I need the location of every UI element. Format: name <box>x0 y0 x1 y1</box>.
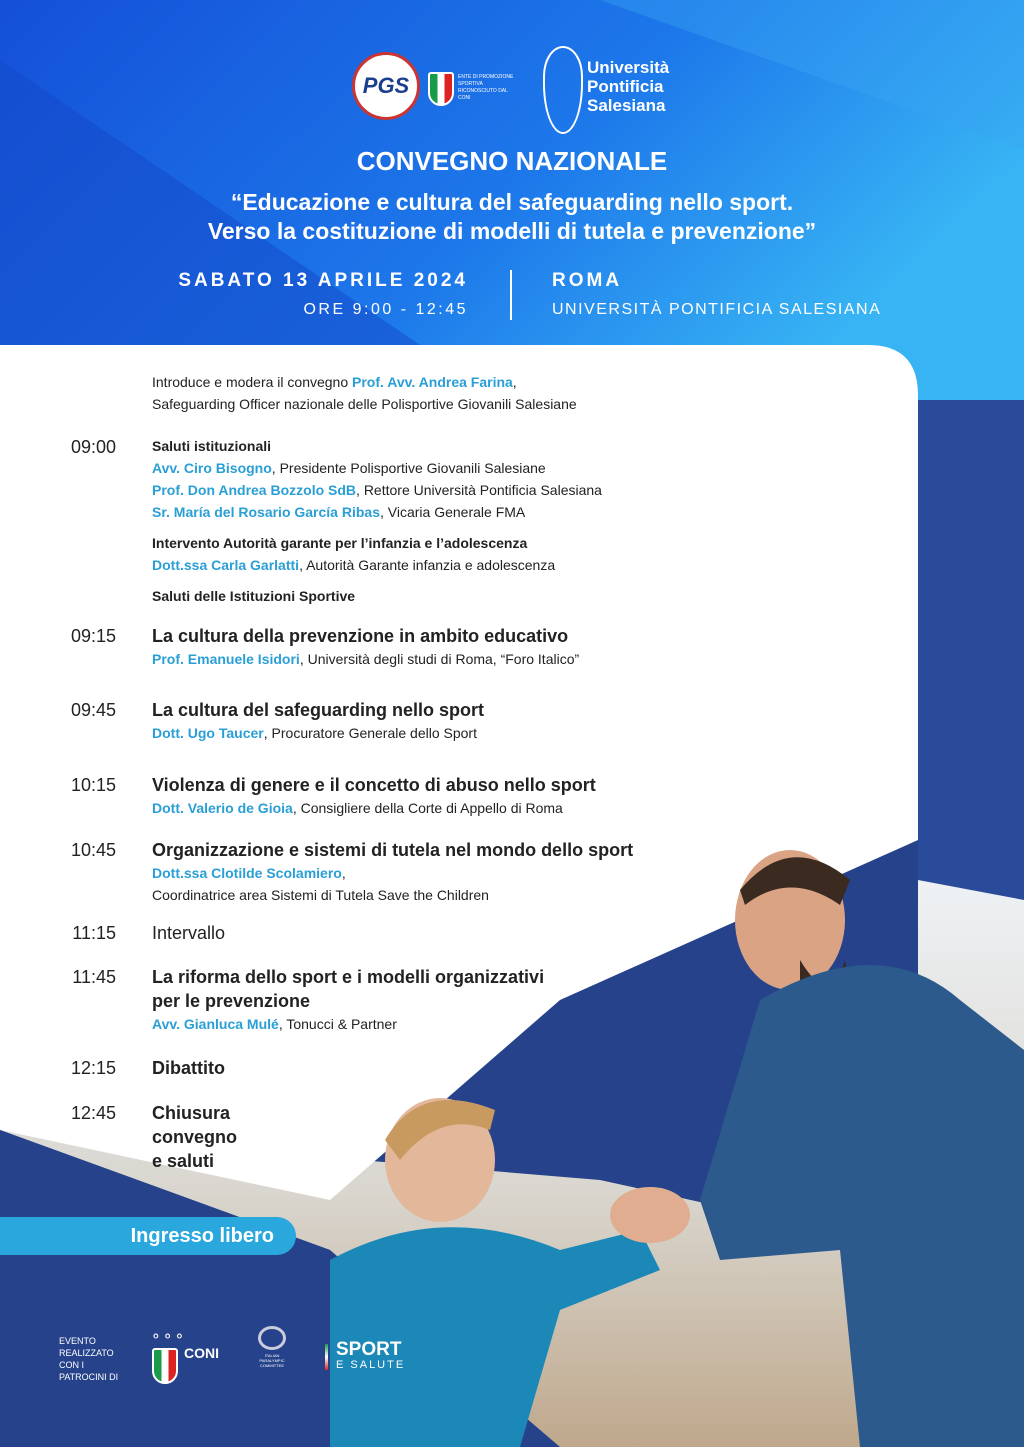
university-logo-text <box>587 58 669 115</box>
event-hours: ORE 9:00 - 12:45 <box>303 301 468 318</box>
italia-shield-icon <box>428 72 454 106</box>
speaker-role: , Vicaria Generale FMA <box>380 504 526 520</box>
agenda-title: La riforma dello sport e i modelli organizzativi <box>152 967 545 987</box>
speaker-name: Avv. Gianluca Mulé <box>152 1016 279 1032</box>
agenda-title: La cultura della prevenzione in ambito educativo <box>152 626 569 646</box>
tricolor-bar <box>325 1344 328 1370</box>
speaker-name: Dott.ssa Carla Garlatti <box>152 557 300 573</box>
coni-logo: CONI <box>184 1345 219 1361</box>
agenda-item <box>152 1101 237 1173</box>
sponsor-label-line: PATROCINI DI <box>59 1372 119 1382</box>
agenda-time: 10:45 <box>70 840 116 860</box>
agenda-time: 11:15 <box>72 923 116 943</box>
agenda-title: per le prevenzione <box>152 991 311 1011</box>
agenda-title: e saluti <box>152 1151 215 1171</box>
agenda-time: 10:15 <box>70 775 116 795</box>
agenda-item <box>152 435 602 607</box>
event-title: CONVEGNO NAZIONALE <box>356 146 668 176</box>
moderator-role: Safeguarding Officer nazionale delle Polisportive Giovanili Salesiane <box>152 396 577 412</box>
agenda-title: Intervento Autorità garante per l’infanzia e l’adolescenza <box>152 535 528 551</box>
agenda-time: 11:45 <box>72 967 116 987</box>
sport-salute-logo <box>336 1341 405 1371</box>
speaker-role: , Tonucci & Partner <box>278 1016 397 1032</box>
university-line: Salesiana <box>587 96 666 115</box>
agenda-title: Saluti delle Istituzioni Sportive <box>152 588 356 604</box>
agenda-item <box>152 965 544 1035</box>
speaker-name: Dott. Valerio de Gioia <box>152 800 293 816</box>
agenda-title: Chiusura <box>152 1103 231 1123</box>
agenda-time: 09:15 <box>70 626 116 646</box>
pgs-logo: PGS <box>352 52 420 120</box>
sponsor-label-line: EVENTO <box>59 1336 96 1346</box>
agenda-time: 09:00 <box>70 437 116 457</box>
university-line: Università <box>587 58 670 77</box>
agenda-time: 12:15 <box>70 1058 116 1078</box>
speaker-role: , Rettore Università Pontificia Salesiana <box>356 482 602 498</box>
sport-text: SPORT <box>336 1339 402 1360</box>
agenda-item <box>152 698 484 744</box>
agenda-time: 09:45 <box>70 700 116 720</box>
paralympic-logo: ITALIAN PARALYMPIC COMMITTEE <box>259 1353 285 1368</box>
agenda-title: convegno <box>152 1127 238 1147</box>
intro-text: Introduce e modera il convegno <box>152 374 353 390</box>
intro: Introduce e modera il convegno Prof. Avv. Andrea Farina, Safeguarding Officer nazionale delle Polisportive Giovanili Salesiane <box>152 371 577 415</box>
sponsor-label-line: CON I <box>59 1360 85 1370</box>
moderator-name: Prof. Avv. Andrea Farina <box>352 374 513 390</box>
speaker-name: Dott. Ugo Taucer <box>152 725 264 741</box>
speaker-name: Dott.ssa Clotilde Scolamiero <box>152 865 342 881</box>
agenda-item <box>152 838 633 906</box>
sponsor-label <box>59 1335 118 1383</box>
agenda-item <box>152 773 596 819</box>
coni-shield-icon <box>152 1348 178 1384</box>
speaker-role: Coordinatrice area Sistemi di Tutela Save the Children <box>152 887 489 903</box>
free-entry-badge: Ingresso libero <box>0 1217 296 1255</box>
divider <box>510 270 512 320</box>
agenda-title: Dibattito <box>152 1058 225 1078</box>
speaker-role: , Presidente Polisportive Giovanili Salesiane <box>271 460 546 476</box>
agenda-item <box>152 624 579 670</box>
event-date: SABATO 13 APRILE 2024 <box>178 270 468 291</box>
speaker-name: Prof. Don Andrea Bozzolo SdB <box>152 482 357 498</box>
agenda-title: Intervallo <box>152 923 226 943</box>
ente-text: ENTE DI PROMOZIONE SPORTIVA RICONOSCIUTO DAL CONI <box>458 74 514 101</box>
salute-text: E SALUTE <box>336 1359 406 1371</box>
agenda-title: La cultura del safeguarding nello sport <box>152 700 485 720</box>
speaker-name: Avv. Ciro Bisogno <box>152 460 272 476</box>
speaker-role: , Consigliere della Corte di Appello di Roma <box>292 800 563 816</box>
agenda-time: 12:45 <box>70 1103 116 1123</box>
event-city: ROMA <box>552 270 623 291</box>
speaker-name: Sr. María del Rosario García Ribas <box>152 504 380 520</box>
agenda-title: Violenza di genere e il concetto di abuso nello sport <box>152 775 596 795</box>
event-subtitle <box>0 188 1024 246</box>
speaker-role: , <box>341 865 346 881</box>
sponsor-label-line: REALIZZATO <box>59 1348 114 1358</box>
subtitle-line: Verso la costituzione di modelli di tutela e prevenzione” <box>207 218 817 244</box>
speaker-role: , Autorità Garante infanzia e adolescenza <box>299 557 556 573</box>
speaker-role: , Università degli studi di Roma, “Foro Italico” <box>299 651 580 667</box>
event-venue: UNIVERSITÀ PONTIFICIA SALESIANA <box>552 301 882 318</box>
subtitle-line: “Educazione e cultura del safeguarding nello sport. <box>230 189 794 215</box>
agenda-title: Saluti istituzionali <box>152 438 272 454</box>
university-line: Pontificia <box>587 77 664 96</box>
speaker-name: Prof. Emanuele Isidori <box>152 651 300 667</box>
speaker-role: , Procuratore Generale dello Sport <box>263 725 477 741</box>
agenda-title: Organizzazione e sistemi di tutela nel mondo dello sport <box>152 840 634 860</box>
paralympic-globe-icon <box>258 1326 286 1350</box>
olympic-rings-icon: ⚬⚬⚬ <box>150 1328 186 1344</box>
